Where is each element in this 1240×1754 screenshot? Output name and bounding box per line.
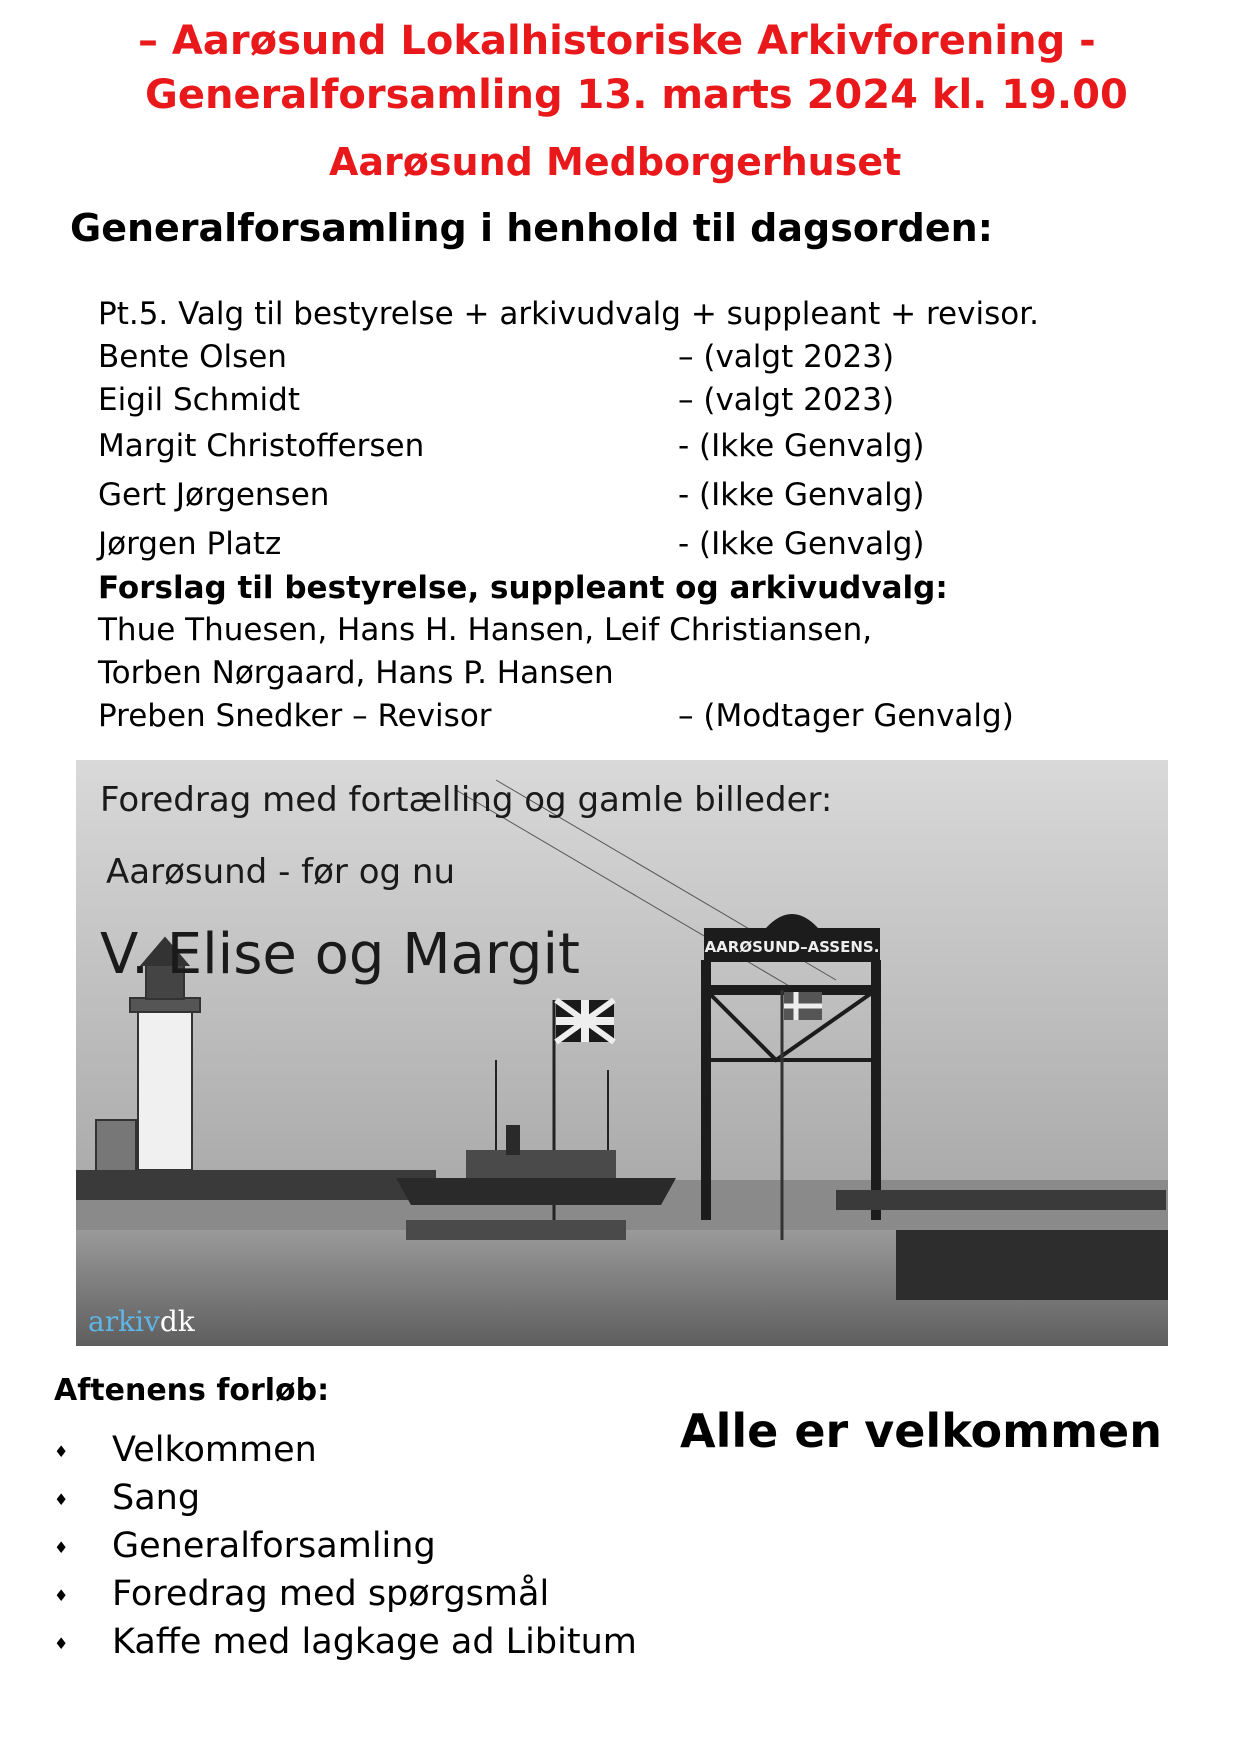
diamond-bullet-icon: ♦ [54, 1490, 69, 1509]
member-status: – (valgt 2023) [678, 382, 895, 418]
member-row [98, 526, 925, 562]
venue: Aarøsund Medborgerhuset [329, 140, 902, 184]
member-name: Gert Jørgensen [98, 477, 330, 513]
diamond-bullet-icon: ♦ [54, 1442, 69, 1461]
member-row [98, 339, 895, 375]
member-status: – (valgt 2023) [678, 339, 895, 375]
member-name: Margit Christoffersen [98, 428, 425, 464]
proposal-heading: Forslag til bestyrelse, suppleant og arkivudvalg: [98, 570, 948, 606]
danish-flag [784, 992, 822, 1020]
title-line-2: Generalforsamling 13. marts 2024 kl. 19.00 [145, 72, 1128, 118]
historic-photo [76, 760, 1168, 1346]
revisor-status: – (Modtager Genvalg) [678, 698, 1014, 734]
diamond-bullet-icon: ♦ [54, 1586, 69, 1605]
title-line-1: – Aarøsund Lokalhistoriske Arkivforening - [138, 18, 1096, 64]
harbor-scene [76, 760, 1168, 1346]
member-name: Bente Olsen [98, 339, 287, 375]
gate-sign: AARØSUND–ASSENS. [704, 938, 880, 956]
talk-subtitle: Aarøsund - før og nu [106, 852, 455, 892]
revisor-row [98, 698, 1014, 734]
member-row [98, 477, 925, 513]
evening-heading: Aftenens forløb: [54, 1373, 330, 1408]
arkivdk-watermark: arkivdk [88, 1305, 195, 1338]
member-name: Jørgen Platz [98, 526, 282, 562]
agenda-heading: Generalforsamling i henhold til dagsorden: [70, 206, 993, 250]
union-flag [556, 1000, 614, 1042]
revisor-name: Preben Snedker – Revisor [98, 698, 492, 734]
talk-presenters: V. Elise og Margit [100, 922, 580, 987]
agenda-point: Pt.5. Valg til bestyrelse + arkivudvalg + suppleant + revisor. [98, 296, 1039, 332]
diamond-bullet-icon: ♦ [54, 1634, 69, 1653]
diamond-bullet-icon: ♦ [54, 1538, 69, 1557]
member-row [98, 382, 895, 418]
member-status: - (Ikke Genvalg) [678, 428, 925, 464]
proposal-line-2: Torben Nørgaard, Hans P. Hansen [98, 655, 614, 691]
member-row [98, 428, 925, 464]
member-status: - (Ikke Genvalg) [678, 477, 925, 513]
talk-caption: Foredrag med fortælling og gamle billeder: [100, 780, 833, 820]
member-name: Eigil Schmidt [98, 382, 300, 418]
welcome-text: Alle er velkommen [680, 1404, 1162, 1458]
member-status: - (Ikke Genvalg) [678, 526, 925, 562]
proposal-line-1: Thue Thuesen, Hans H. Hansen, Leif Christiansen, [98, 612, 873, 648]
